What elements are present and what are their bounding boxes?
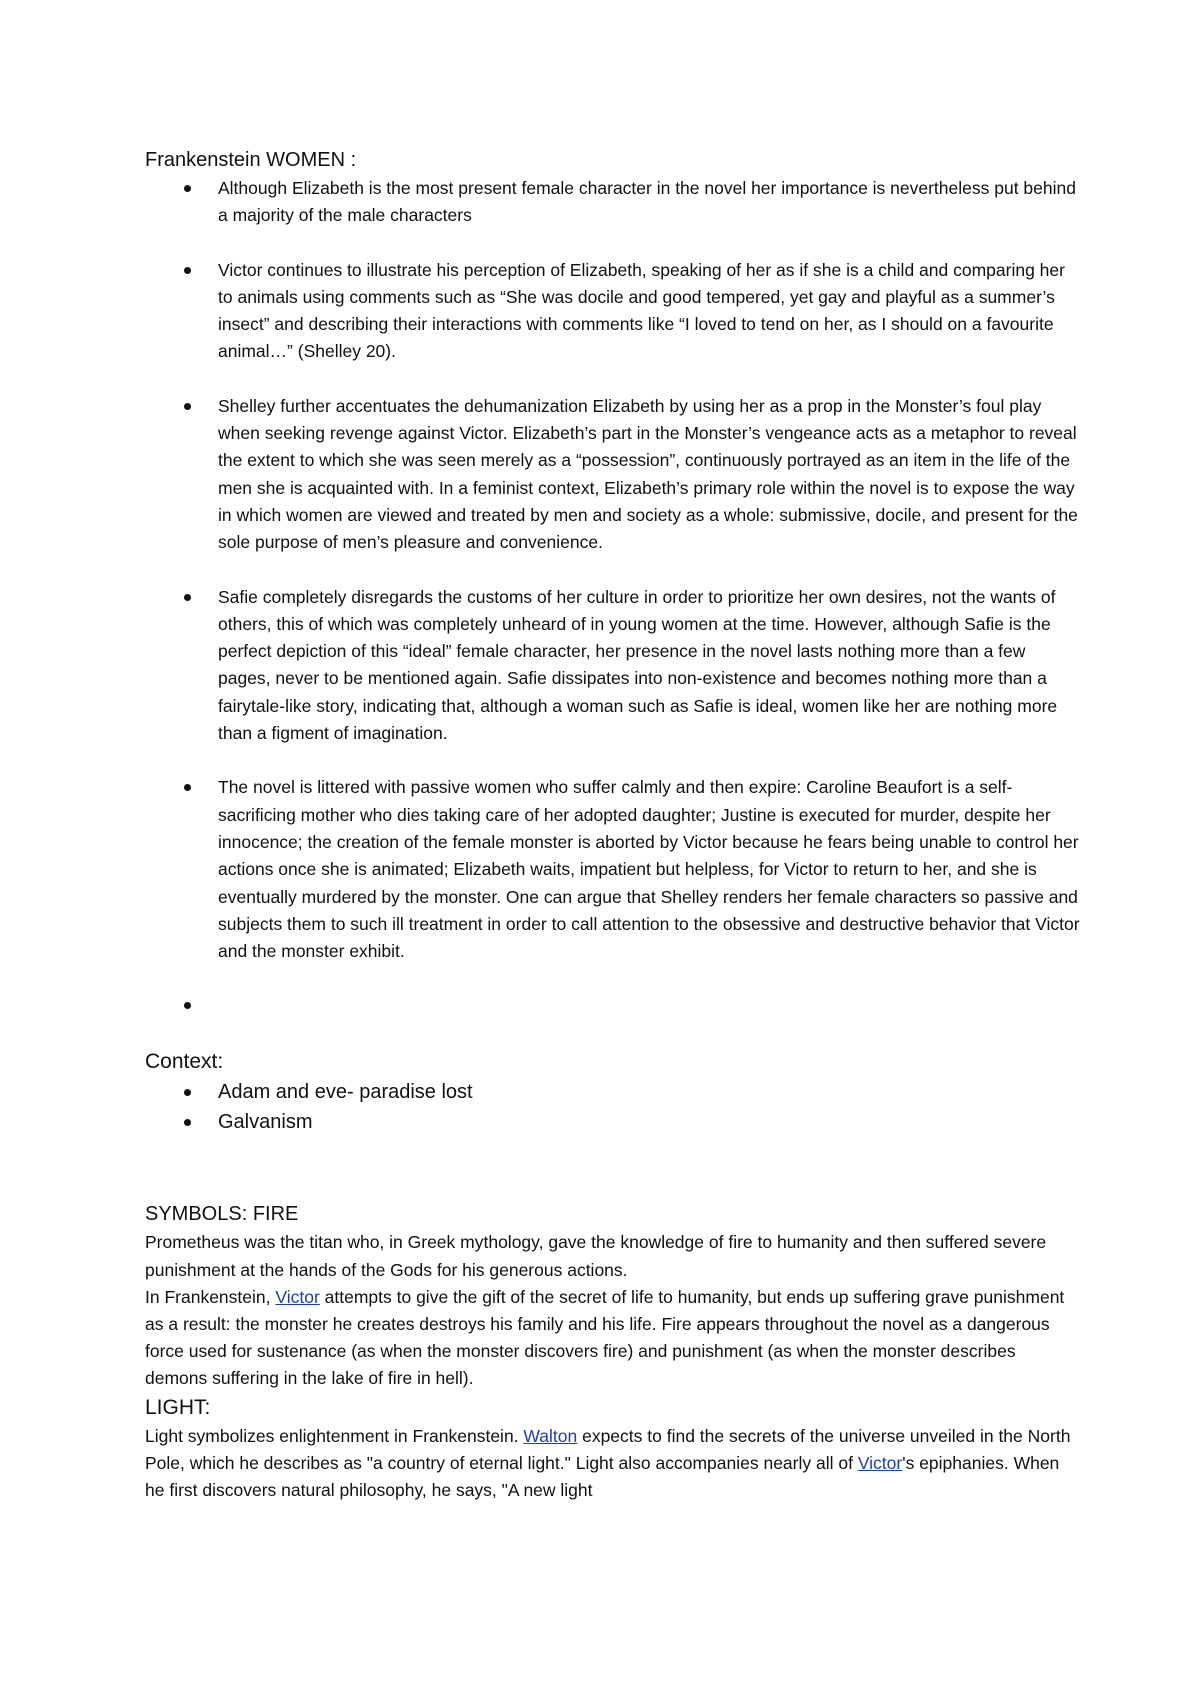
list-item: Adam and eve- paradise lost xyxy=(218,1077,1080,1107)
context-heading: Context: xyxy=(145,1050,224,1074)
women-heading: Frankenstein WOMEN : xyxy=(145,149,357,171)
list-item: Safie completely disregards the customs of her culture in order to prioritize her own desires, not the wants of others, this of which was completely unheard of in young women at the time. However, although Safie is the perfect depiction of this “ideal” female character, her presence in the novel lasts nothing more than a few pages, never to be mentioned again. Safie dissipates into non-existence and becomes nothing more than a fairytale-like story, indicating that, although a woman such as Safie is ideal, women like her are nothing more than a figment of imagination. xyxy=(218,584,1080,748)
light-text-post: 's epiphanies. When he first discovers natural philosophy, he says, "A new light xyxy=(145,1452,1060,1501)
fire-text-pre: In Frankenstein, xyxy=(145,1286,276,1307)
walton-link[interactable]: Walton xyxy=(523,1425,578,1446)
light-text-pre: Light symbolizes enlightenment in Frankenstein. xyxy=(145,1425,524,1446)
fire-text-post: attempts to give the gift of the secret of life to humanity, but ends up suffering grave punishment as a result: the monster he creates destroys his family and his life. Fire appears throughout the novel as a dangerous force used for sustenance (as when the monster discovers fire) and punishment (as when the monster describes demons suffering in the lake of fire in hell). xyxy=(145,1286,1065,1389)
list-item: Although Elizabeth is the most present female character in the novel her importance is nevertheless put behind a majority of the male characters xyxy=(218,175,1080,230)
light-text-mid: expects to find the secrets of the universe unveiled in the North Pole, which he describes as "a country of eternal light." Light also accompanies nearly all of xyxy=(145,1425,1071,1473)
list-item: Shelley further accentuates the dehumanization Elizabeth by using her as a prop in the Monster’s foul play when seeking revenge against Victor. Elizabeth’s part in the Monster’s vengeance acts as a metaphor to reveal the extent to which she was seen merely as a “possession”, continuously portrayed as an item in the life of the men she is acquainted with. In a feminist context, Elizabeth’s primary role within the novel is to expose the way in which women are viewed and treated by men and society as a whole: submissive, docile, and present for the sole purpose of men’s pleasure and convenience. xyxy=(218,393,1080,557)
light-heading: LIGHT: xyxy=(145,1395,211,1419)
list-item: Galvanism xyxy=(218,1107,1080,1137)
context-bullet-list xyxy=(145,1077,1080,1137)
women-bullet-list xyxy=(145,175,1080,1019)
list-item: Victor continues to illustrate his perception of Elizabeth, speaking of her as if she is a child and comparing her to animals using comments such as “She was docile and good tempered, yet gay and playful as a summer’s insect” and describing their interactions with comments like “I loved to tend on her, as I should on a favourite animal…” (Shelley 20). xyxy=(218,257,1080,366)
victor-link[interactable]: Victor xyxy=(857,1452,903,1473)
empty-list-item xyxy=(218,992,1080,1019)
victor-link[interactable]: Victor xyxy=(275,1286,320,1307)
list-item: The novel is littered with passive women who suffer calmly and then expire: Caroline Beaufort is a self-sacrificing mother who dies taking care of her adopted daughter; Justine is executed for murder, despite her innocence; the creation of the female monster is aborted by Victor because he fears being unable to control her actions once she is animated; Elizabeth waits, impatient but helpless, for Victor to return to her, and she is eventually murdered by the monster. One can argue that Shelley renders her female characters so passive and subjects them to such ill treatment in order to call attention to the obsessive and destructive behavior that Victor and the monster exhibit. xyxy=(218,774,1080,965)
light-paragraph xyxy=(145,1423,1080,1505)
fire-paragraph-2 xyxy=(145,1284,1080,1393)
symbols-fire-heading: SYMBOLS: FIRE xyxy=(145,1203,299,1226)
fire-paragraph-1: Prometheus was the titan who, in Greek mythology, gave the knowledge of fire to humanity and then suffered severe punishment at the hands of the Gods for his generous actions. xyxy=(145,1232,1047,1280)
